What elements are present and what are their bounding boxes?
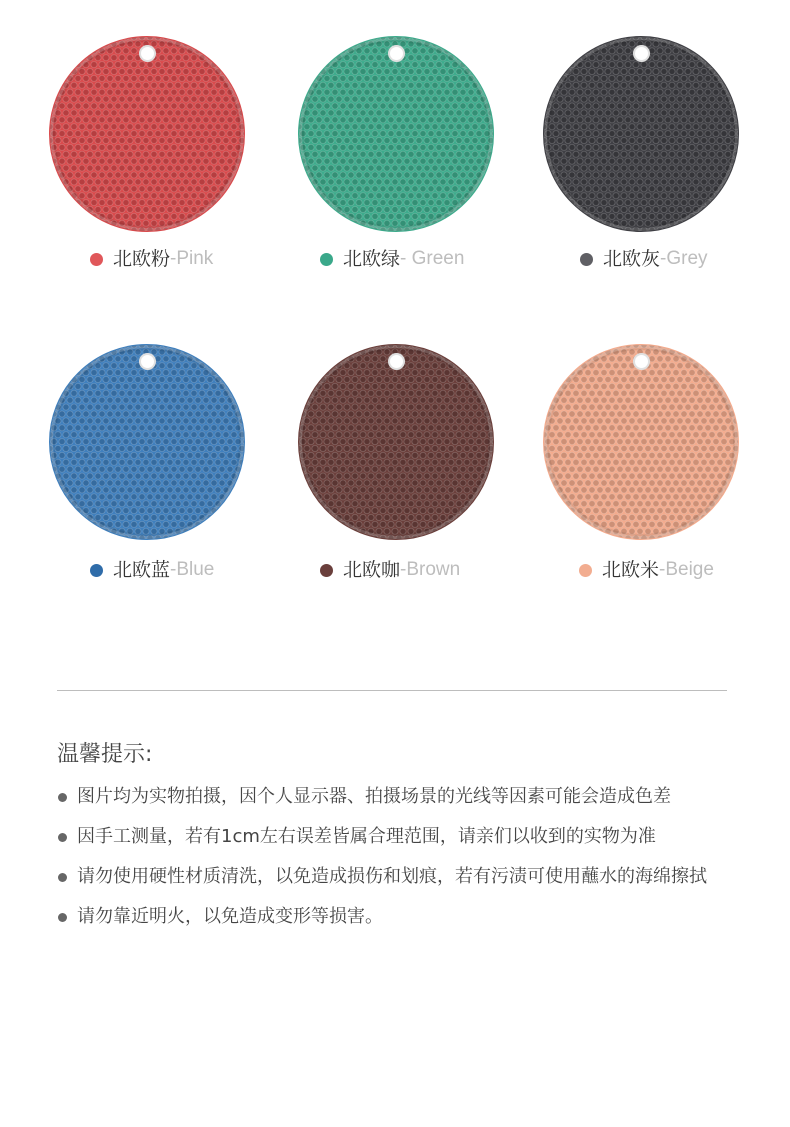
swatch-brown-label (320, 558, 460, 582)
color-dot-pink (90, 253, 103, 266)
hanging-hole-icon (139, 353, 156, 370)
hanging-hole-icon (633, 353, 650, 370)
hanging-hole-icon (633, 45, 650, 62)
bullet-icon (58, 873, 67, 882)
swatch-grey-name-en: -Grey (660, 248, 708, 269)
swatch-grey-name-cn: 北欧灰 (603, 248, 661, 270)
swatch-brown-name-en: -Brown (400, 559, 461, 580)
swatch-green (298, 36, 498, 236)
color-dot-beige (579, 564, 592, 577)
swatch-grey-label (580, 247, 708, 271)
mat-rim (50, 345, 244, 539)
mat-grey-image (543, 36, 739, 232)
swatch-blue-label (90, 558, 214, 582)
swatch-green-label (320, 247, 464, 271)
color-dot-green (320, 253, 333, 266)
swatch-pink-name-en: -Pink (170, 248, 214, 269)
mat-pink-image (49, 36, 245, 232)
tip-text: 请勿使用硬性材质清洗，以免造成损伤和划痕，若有污渍可使用蘸水的海绵擦拭 (77, 866, 707, 887)
swatch-grey (543, 36, 743, 236)
swatch-brown (298, 344, 498, 544)
tip-text: 请勿靠近明火，以免造成变形等损害。 (77, 906, 383, 927)
bullet-icon (58, 833, 67, 842)
swatch-blue-name-cn: 北欧蓝 (113, 559, 171, 581)
hanging-hole-icon (388, 353, 405, 370)
bullet-icon (58, 793, 67, 802)
tips-list (57, 782, 777, 942)
swatch-beige-label (579, 558, 714, 582)
tip-text: 图片均为实物拍摄，因个人显示器、拍摄场景的光线等因素可能会造成色差 (77, 786, 671, 807)
bullet-icon (58, 913, 67, 922)
color-dot-blue (90, 564, 103, 577)
swatch-blue (49, 344, 249, 544)
tip-item (57, 782, 777, 822)
mat-beige-image (543, 344, 739, 540)
mat-rim (50, 37, 244, 231)
mat-rim (299, 37, 493, 231)
color-dot-brown (320, 564, 333, 577)
swatch-blue-name-en: -Blue (170, 559, 215, 580)
swatch-green-name-en: - Green (400, 248, 465, 269)
color-dot-grey (580, 253, 593, 266)
tips-title: 温馨提示: (57, 742, 153, 767)
swatch-green-name-cn: 北欧绿 (343, 248, 401, 270)
mat-brown-image (298, 344, 494, 540)
tip-item (57, 902, 777, 942)
swatch-brown-name-cn: 北欧咖 (343, 559, 401, 581)
mat-rim (544, 37, 738, 231)
tip-item (57, 862, 777, 902)
swatch-pink-name-cn: 北欧粉 (113, 248, 171, 270)
hanging-hole-icon (139, 45, 156, 62)
swatch-beige-name-cn: 北欧米 (602, 559, 660, 581)
swatch-pink (49, 36, 249, 236)
section-divider (57, 690, 727, 691)
tip-item (57, 822, 777, 862)
swatch-pink-label (90, 247, 213, 271)
mat-green-image (298, 36, 494, 232)
swatch-beige-name-en: -Beige (659, 559, 714, 580)
hanging-hole-icon (388, 45, 405, 62)
swatch-beige (543, 344, 743, 544)
tip-text: 因手工测量，若有1cm左右误差皆属合理范围，请亲们以收到的实物为准 (77, 826, 656, 847)
mat-rim (544, 345, 738, 539)
mat-rim (299, 345, 493, 539)
mat-blue-image (49, 344, 245, 540)
